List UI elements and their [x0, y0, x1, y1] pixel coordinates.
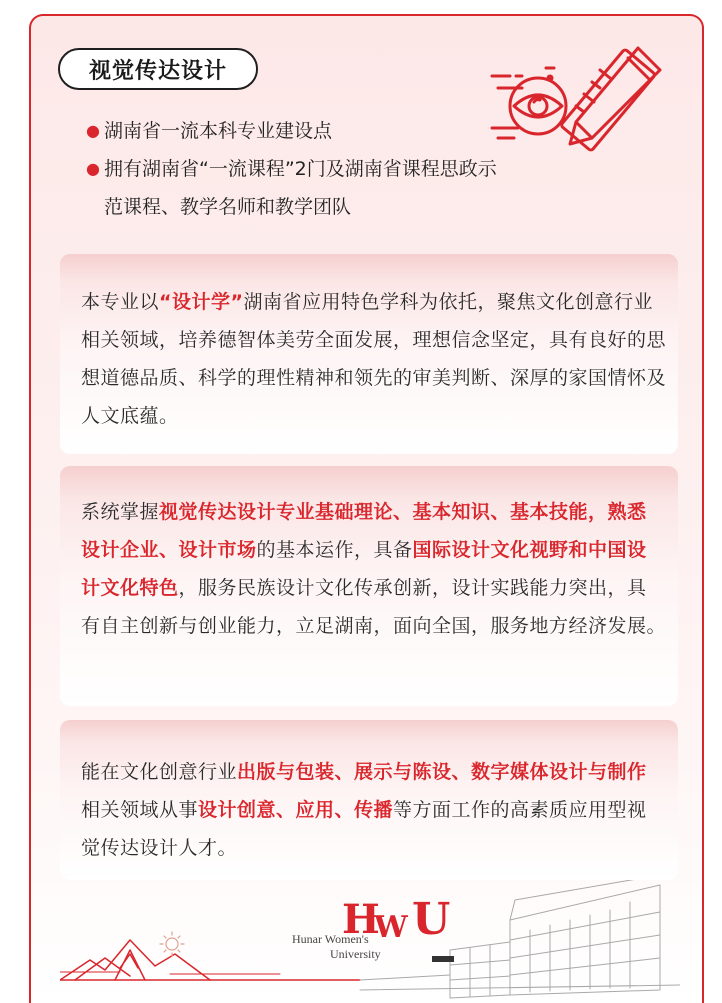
section-foundation: 本专业以“设计学”湖南省应用特色学科为依托，聚焦文化创意行业相关领域，培养德智体美劳全面发展，理想信念坚定，具有良好的思想道德品质、科学的理性精神和领先的审美判断、深厚的家国情怀及人文底蕴。	[60, 254, 678, 454]
highlights-list	[86, 112, 666, 226]
section-training-goals: 系统掌握视觉传达设计专业基础理论、基本知识、基本技能，熟悉设计企业、设计市场的基本运作，具备国际设计文化视野和中国设计文化特色，服务民族设计文化传承创新，设计实践能力突出，具有自主创新与创业能力，立足湖南，面向全国，服务地方经济发展。	[60, 466, 678, 706]
bullet-dot-icon: ●	[86, 121, 100, 140]
bullet-dot-icon: ●	[86, 159, 100, 178]
page-title: 视觉传达设计	[58, 48, 258, 90]
list-item: ● 拥有湖南省“一流课程”2门及湖南省课程思政示 范课程、教学名师和教学团队	[86, 150, 666, 226]
list-item: ● 湖南省一流本科专业建设点	[86, 112, 666, 150]
university-logo: H W U Hunar Women's University	[292, 894, 451, 961]
section-career-direction: 能在文化创意行业出版与包装、展示与陈设、数字媒体设计与制作相关领域从事设计创意、应用、传播等方面工作的高素质应用型视觉传达设计人才。	[60, 720, 678, 880]
